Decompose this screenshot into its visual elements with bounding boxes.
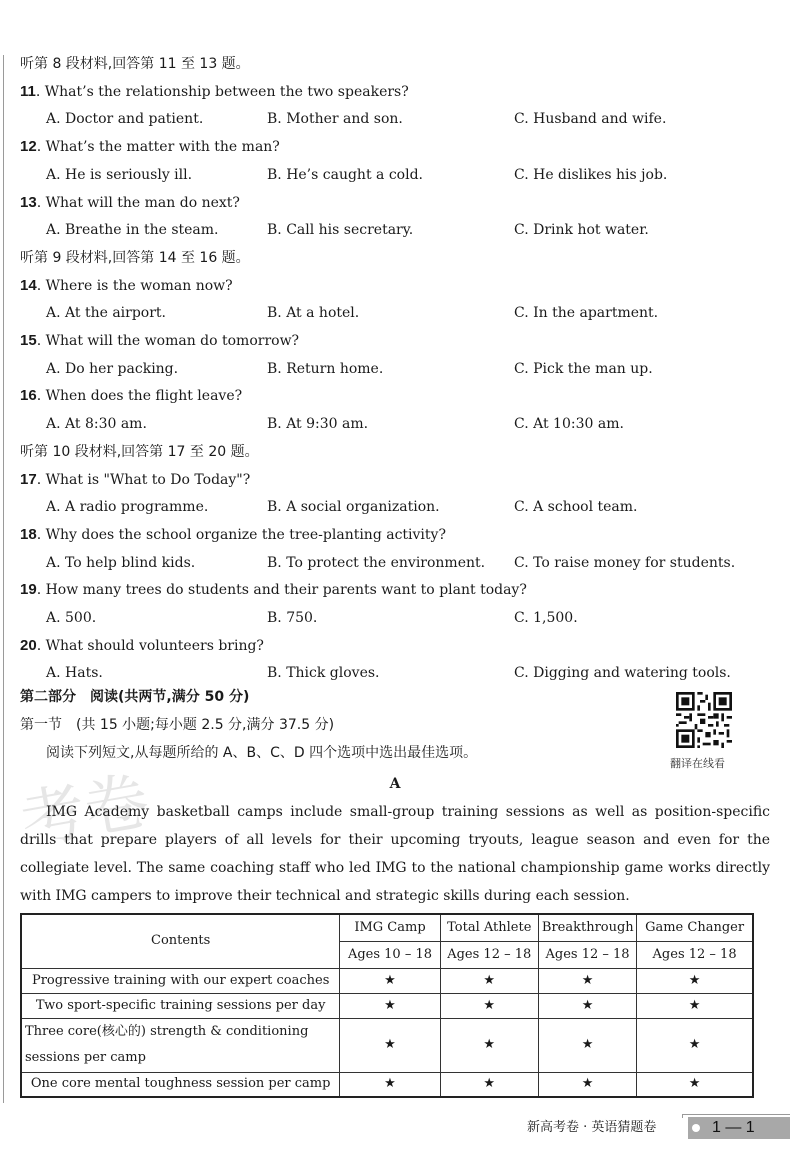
option-a[interactable]: A. He is seriously ill. (46, 166, 193, 183)
column-ages: Ages 12 – 18 (440, 941, 538, 968)
question-text: . What is "What to Do Today"? (36, 471, 251, 488)
star-icon: ★ (637, 1072, 753, 1097)
option-c[interactable]: C. A school team. (514, 499, 638, 516)
column-ages: Ages 12 – 18 (538, 941, 636, 968)
star-icon: ★ (637, 968, 753, 993)
question-number: 14 (20, 276, 37, 294)
column-name: Total Athlete (440, 914, 538, 941)
option-c[interactable]: C. At 10:30 am. (514, 416, 624, 433)
option-a[interactable]: A. Breathe in the steam. (46, 222, 219, 239)
column-ages: Ages 10 – 18 (340, 941, 440, 968)
question-text: . When does the flight leave? (36, 388, 243, 405)
watermark: 考卷 (15, 764, 155, 860)
option-c[interactable]: C. Husband and wife. (514, 111, 667, 128)
star-icon: ★ (340, 1018, 440, 1072)
star-icon: ★ (440, 1018, 538, 1072)
section-intro: 听第 9 段材料,回答第 14 至 16 题。 (20, 249, 250, 266)
option-a[interactable]: A. Do her packing. (46, 360, 179, 377)
star-icon: ★ (637, 993, 753, 1018)
table-row (21, 1072, 753, 1097)
option-b[interactable]: B. He’s caught a cold. (267, 166, 423, 183)
option-b[interactable]: B. Call his secretary. (267, 222, 414, 239)
row-label: One core mental toughness session per camp (21, 1072, 340, 1097)
question-number: 17 (20, 470, 37, 488)
star-icon: ★ (440, 968, 538, 993)
option-b[interactable]: B. To protect the environment. (267, 554, 486, 571)
reading-instruction: 阅读下列短文,从每题所给的 A、B、C、D 四个选项中选出最佳选项。 (46, 745, 478, 761)
star-icon: ★ (538, 968, 636, 993)
star-icon: ★ (340, 993, 440, 1018)
option-b[interactable]: B. Return home. (267, 360, 384, 377)
question-number: 12 (20, 138, 37, 156)
row-label: Progressive training with our expert coaches (21, 968, 340, 993)
column-name: Game Changer (637, 914, 753, 941)
question-number: 18 (20, 525, 37, 543)
question-17 (20, 471, 250, 489)
question-19 (20, 581, 527, 599)
question-text: . Where is the woman now? (36, 277, 233, 294)
question-text: . What should volunteers bring? (36, 637, 264, 654)
star-icon: ★ (340, 968, 440, 993)
question-number: 13 (20, 193, 37, 211)
option-c[interactable]: C. 1,500. (514, 610, 578, 626)
option-b[interactable]: B. Mother and son. (267, 111, 403, 128)
section-title: 第一节 (共 15 小题;每小题 2.5 分,满分 37.5 分) (20, 717, 335, 733)
question-text: . What will the woman do tomorrow? (36, 333, 300, 349)
option-a[interactable]: A. At the airport. (46, 305, 167, 322)
star-icon: ★ (637, 1018, 753, 1072)
camps-table (20, 913, 754, 1098)
passage-heading: A (389, 776, 401, 792)
option-b[interactable]: B. Thick gloves. (267, 665, 380, 682)
page-number: 1 — 1 (712, 1119, 755, 1136)
table-row (21, 993, 753, 1018)
section-intro: 听第 8 段材料,回答第 11 至 13 题。 (20, 56, 250, 72)
row-label: Two sport-specific training sessions per day (21, 993, 340, 1018)
star-icon: ★ (340, 1072, 440, 1097)
footer-title: 新高考卷 · 英语猜题卷 (527, 1120, 657, 1135)
option-a[interactable]: A. At 8:30 am. (46, 416, 147, 433)
row-label: Three core(核心的) strength & conditioning sessions per camp (21, 1018, 340, 1072)
column-ages: Ages 12 – 18 (637, 941, 753, 968)
question-number: 16 (20, 387, 37, 405)
tab-dot-icon (692, 1124, 700, 1132)
option-a[interactable]: A. Doctor and patient. (46, 111, 204, 128)
question-number: 15 (20, 332, 37, 349)
part-title: 第二部分 阅读(共两节,满分 50 分) (20, 689, 250, 705)
column-name: Breakthrough (538, 914, 636, 941)
option-c[interactable]: C. In the apartment. (514, 305, 659, 322)
question-number: 20 (20, 636, 37, 654)
question-16 (20, 387, 242, 405)
qr-label: 翻译在线看 (670, 757, 725, 770)
question-text: . What’s the matter with the man? (36, 139, 280, 156)
page-number-tab (688, 1117, 790, 1139)
question-13 (20, 194, 240, 212)
option-b[interactable]: B. At 9:30 am. (267, 416, 369, 433)
question-18 (20, 526, 446, 544)
table-row (21, 968, 753, 993)
header-contents: Contents (21, 914, 340, 968)
option-b[interactable]: B. A social organization. (267, 499, 440, 516)
option-c[interactable]: C. Pick the man up. (514, 360, 653, 377)
option-b[interactable]: B. 750. (267, 610, 318, 626)
option-b[interactable]: B. At a hotel. (267, 305, 360, 322)
question-12 (20, 138, 280, 156)
option-c[interactable]: C. He dislikes his job. (514, 166, 668, 183)
tab-border (682, 1114, 790, 1118)
option-c[interactable]: C. To raise money for students. (514, 554, 736, 571)
star-icon: ★ (538, 993, 636, 1018)
option-a[interactable]: A. Hats. (46, 665, 103, 682)
question-11 (20, 83, 409, 101)
question-text: . What will the man do next? (36, 194, 240, 211)
question-20 (20, 637, 264, 655)
star-icon: ★ (440, 993, 538, 1018)
star-icon: ★ (440, 1072, 538, 1097)
question-text: . Why does the school organize the tree-planting activity? (36, 526, 446, 543)
option-a[interactable]: A. To help blind kids. (46, 554, 196, 571)
passage-text: IMG Academy basketball camps include small-group training sessions as well as position-specific drills that prepare players of all levels for their upcoming tryouts, league season and even for the collegiate level. The same coaching staff who led IMG to the national championship game works directly with IMG campers to improve their technical and strategic skills during each session. (20, 804, 770, 904)
question-text: . What’s the relationship between the two speakers? (35, 83, 409, 100)
question-number: 19 (20, 581, 37, 599)
option-c[interactable]: C. Digging and watering tools. (514, 665, 731, 682)
question-15 (20, 332, 299, 350)
option-a[interactable]: A. A radio programme. (46, 499, 209, 516)
question-text: . How many trees do students and their parents want to plant today? (36, 582, 527, 599)
table-row (21, 1018, 753, 1072)
qr-code-icon[interactable] (674, 692, 734, 748)
passage (20, 798, 770, 910)
option-c[interactable]: C. Drink hot water. (514, 222, 649, 239)
option-a[interactable]: A. 500. (46, 610, 97, 626)
margin-rule (3, 55, 4, 1103)
column-name: IMG Camp (340, 914, 440, 941)
question-14 (20, 277, 233, 295)
star-icon: ★ (538, 1018, 636, 1072)
question-number: 11 (20, 82, 36, 100)
star-icon: ★ (538, 1072, 636, 1097)
section-intro: 听第 10 段材料,回答第 17 至 20 题。 (20, 443, 259, 460)
